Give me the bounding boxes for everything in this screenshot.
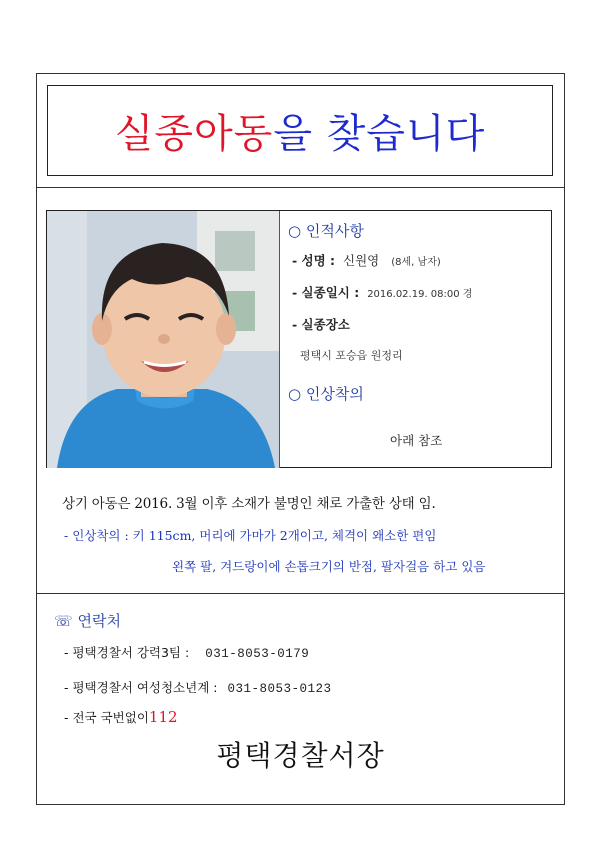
- appearance-ref: 아래 참조: [390, 433, 443, 448]
- national-label: - 전국 국번없이: [64, 710, 149, 725]
- date-row: [292, 283, 472, 301]
- contact-heading: [54, 610, 121, 631]
- issuer-name: 평택경찰서장: [216, 739, 385, 772]
- date-value: 2016.02.19. 08:00 경: [367, 289, 473, 300]
- name-value: 신원영: [343, 253, 380, 268]
- contact-phone[interactable]: 031-8053-0179: [205, 647, 310, 661]
- poster-title: [47, 85, 553, 176]
- divider-line: [36, 187, 565, 188]
- title-blue-part: 을 찾습니다: [273, 111, 486, 157]
- national-contact: [64, 708, 178, 726]
- identity-heading: ○ 인적사항: [288, 222, 364, 240]
- divider-line: [36, 593, 565, 594]
- appearance-detail-2: 왼쪽 팔, 겨드랑이에 손톱크기의 반점, 팔자걸음 하고 있음: [172, 559, 486, 574]
- date-label: - 실종일시 :: [292, 285, 360, 300]
- place-row: [292, 315, 350, 333]
- title-red-part: 실종아동: [114, 111, 274, 157]
- national-number[interactable]: 112: [148, 708, 178, 726]
- contact-heading-label: 연락처: [77, 612, 122, 630]
- summary-main: 상기 아동은 2016. 3월 이후 소재가 불명인 채로 가출한 상태 임.: [62, 496, 436, 512]
- name-row: [292, 251, 441, 269]
- photo-divider: [279, 211, 280, 468]
- phone-icon: ☏: [54, 612, 73, 630]
- child-photo-illustration: [47, 211, 279, 468]
- contact-label: - 평택경찰서 여성청소년계 :: [64, 680, 218, 695]
- contact-item: [64, 643, 309, 661]
- place-value: 평택시 포승읍 원정리: [300, 349, 403, 362]
- appearance-detail-1: - 인상착의 : 키 115cm, 머리에 가마가 2개이고, 체격이 왜소한 편임: [64, 528, 437, 543]
- contact-phone[interactable]: 031-8053-0123: [227, 682, 332, 696]
- contact-item: [64, 678, 331, 696]
- place-label: - 실종장소: [292, 317, 350, 332]
- contact-label: - 평택경찰서 강력3팀 :: [64, 645, 190, 660]
- name-detail: (8세, 남자): [391, 257, 441, 268]
- child-photo: [47, 211, 279, 468]
- appearance-heading: ○ 인상착의: [288, 385, 364, 403]
- name-label: - 성명 :: [292, 253, 336, 268]
